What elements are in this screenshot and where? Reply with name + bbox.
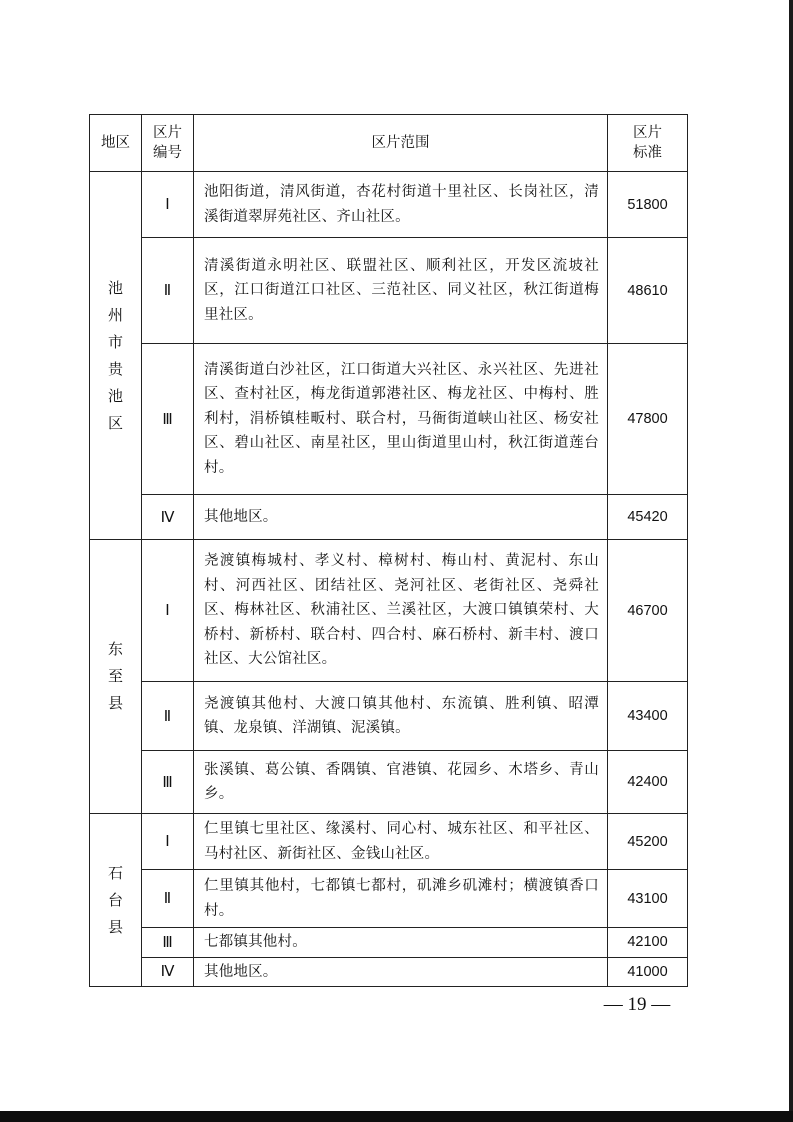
district-label xyxy=(90,860,141,941)
header-zone-no: 区片编号 xyxy=(142,115,194,172)
district-char: 县 xyxy=(107,917,123,936)
zone-standard-cell: 43400 xyxy=(608,682,688,751)
district-char: 池 xyxy=(107,278,123,297)
table-row xyxy=(90,495,688,540)
zone-no-cell: Ⅱ xyxy=(142,870,194,928)
zone-no-cell: Ⅳ xyxy=(142,495,194,540)
zone-no-cell: Ⅲ xyxy=(142,344,194,495)
zone-scope-cell: 尧渡镇梅城村、孝义村、樟树村、梅山村、黄泥村、东山村、河西社区、团结社区、尧河社区、老街社区、尧舜社区、梅林社区、秋浦社区、兰溪社区，大渡口镇镇荣村、大桥村、新桥村、联合村、四合村、麻石桥村、新丰村、渡口社区、大公馆社区。 xyxy=(194,540,608,682)
district-char: 市 xyxy=(107,332,123,351)
zone-no-cell: Ⅳ xyxy=(142,957,194,987)
district-cell xyxy=(90,172,142,540)
table-row xyxy=(90,814,688,870)
table-row xyxy=(90,870,688,928)
zone-standard-cell: 47800 xyxy=(608,344,688,495)
zone-scope-cell: 其他地区。 xyxy=(194,957,608,987)
zone-no-cell: Ⅲ xyxy=(142,751,194,814)
district-cell xyxy=(90,540,142,814)
header-district: 地区 xyxy=(90,115,142,172)
district-char: 贵 xyxy=(107,359,123,378)
zone-scope-cell: 其他地区。 xyxy=(194,495,608,540)
district-char: 石 xyxy=(107,863,123,882)
zone-standard-cell: 42100 xyxy=(608,928,688,958)
district-label xyxy=(90,636,141,717)
zone-scope-cell: 清溪街道永明社区、联盟社区、顺利社区，开发区流坡社区，江口街道江口社区、三范社区、同义社区，秋江街道梅里社区。 xyxy=(194,238,608,344)
header-scope: 区片范围 xyxy=(194,115,608,172)
zone-scope-cell: 仁里镇七里社区、缘溪村、同心村、城东社区、和平社区、马村社区、新街社区、金钱山社区。 xyxy=(194,814,608,870)
zone-standard-cell: 43100 xyxy=(608,870,688,928)
district-char: 区 xyxy=(107,413,123,432)
zone-standard-cell: 42400 xyxy=(608,751,688,814)
zone-no-cell: Ⅰ xyxy=(142,172,194,238)
zone-no-cell: Ⅱ xyxy=(142,682,194,751)
table-row xyxy=(90,957,688,987)
zone-standard-cell: 45200 xyxy=(608,814,688,870)
district-char: 东 xyxy=(107,640,123,658)
zone-standard-cell: 48610 xyxy=(608,238,688,344)
zone-scope-cell: 七都镇其他村。 xyxy=(194,928,608,958)
zone-scope-cell: 尧渡镇其他村、大渡口镇其他村、东流镇、胜利镇、昭潭镇、龙泉镇、洋湖镇、泥溪镇。 xyxy=(194,682,608,751)
district-char: 池 xyxy=(107,386,123,405)
zone-no-cell: Ⅰ xyxy=(142,540,194,682)
zone-standard-cell: 51800 xyxy=(608,172,688,238)
scan-edge-right xyxy=(789,0,793,1122)
zone-no-cell: Ⅰ xyxy=(142,814,194,870)
zone-no-cell: Ⅱ xyxy=(142,238,194,344)
district-label xyxy=(90,275,141,437)
district-char: 州 xyxy=(107,305,123,324)
district-char: 至 xyxy=(107,667,123,685)
zone-standard-cell: 41000 xyxy=(608,957,688,987)
land-price-zone-table xyxy=(89,114,688,987)
table-row xyxy=(90,540,688,682)
zone-no-cell: Ⅲ xyxy=(142,928,194,958)
district-char: 台 xyxy=(107,890,123,909)
zone-scope-cell: 张溪镇、葛公镇、香隅镇、官港镇、花园乡、木塔乡、青山乡。 xyxy=(194,751,608,814)
scan-edge-bottom xyxy=(0,1111,793,1122)
page-number: — 19 — xyxy=(603,994,671,1015)
table-row xyxy=(90,928,688,958)
zone-standard-cell: 45420 xyxy=(608,495,688,540)
table-row xyxy=(90,344,688,495)
table-row xyxy=(90,682,688,751)
zone-scope-cell: 仁里镇其他村，七都镇七都村，矶滩乡矶滩村；横渡镇香口村。 xyxy=(194,870,608,928)
zone-standard-cell: 46700 xyxy=(608,540,688,682)
header-row xyxy=(90,115,688,172)
table-row xyxy=(90,751,688,814)
district-char: 县 xyxy=(107,694,123,712)
table-row xyxy=(90,238,688,344)
zone-scope-cell: 池阳街道，清风街道，杏花村街道十里社区、长岗社区，清溪街道翠屏苑社区、齐山社区。 xyxy=(194,172,608,238)
zone-scope-cell: 清溪街道白沙社区，江口街道大兴社区、永兴社区、先进社区、查村社区，梅龙街道郭港社区、梅龙社区、中梅村、胜利村，涓桥镇桂畈村、联合村，马衙街道峡山社区、杨安社区、碧山社区、南星社区，里山街道里山村，秋江街道莲台村。 xyxy=(194,344,608,495)
header-standard: 区片标准 xyxy=(608,115,688,172)
table-row xyxy=(90,172,688,238)
district-cell xyxy=(90,814,142,987)
